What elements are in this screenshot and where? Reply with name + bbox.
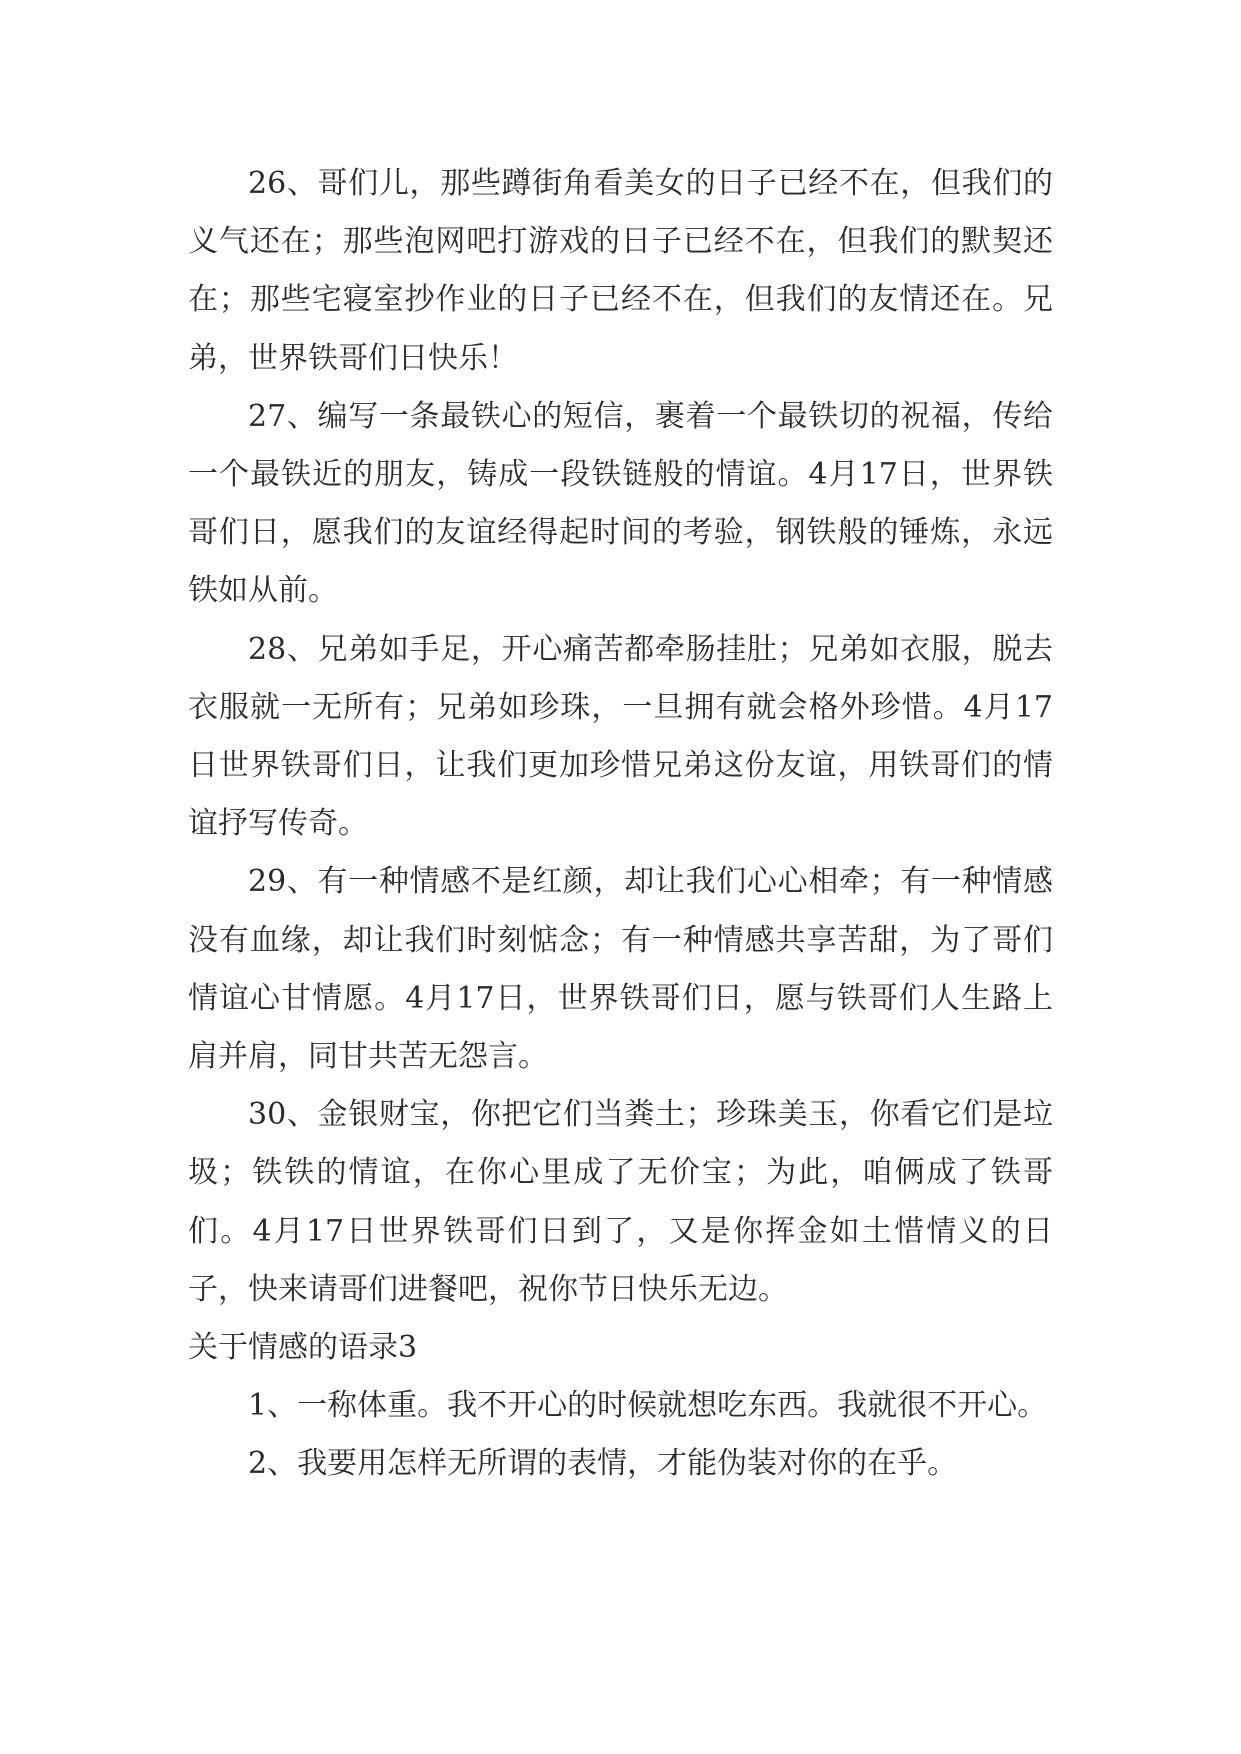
paragraph-27: 27、编写一条最铁心的短信，裹着一个最铁切的祝福，传给一个最铁近的朋友，铸成一段铁链般的情谊。4月17日，世界铁哥们日，愿我们的友谊经得起时间的考验，钢铁般的锤炼，永远铁如从前。 [188,398,1053,609]
document-body [188,155,1053,1494]
paragraph-26: 26、哥们儿，那些蹲街角看美女的日子已经不在，但我们的义气还在；那些泡网吧打游戏的日子已经不在，但我们的默契还在；那些宅寝室抄作业的日子已经不在，但我们的友情还在。兄弟，世界铁哥们日快乐！ [188,166,1053,376]
paragraph-29: 29、有一种情感不是红颜，却让我们心心相牵；有一种情感没有血缘，却让我们时刻惦念；有一种情感共享苦甜，为了哥们情谊心甘情愿。4月17日，世界铁哥们日，愿与铁哥们人生路上肩并肩，同甘共苦无怨言。 [188,864,1053,1075]
paragraph-28: 28、兄弟如手足，开心痛苦都牵肠挂肚；兄弟如衣服，脱去衣服就一无所有；兄弟如珍珠，一旦拥有就会格外珍惜。4月17日世界铁哥们日，让我们更加珍惜兄弟这份友谊，用铁哥们的情谊抒写传奇。 [188,631,1053,842]
paragraph-30: 30、金银财宝，你把它们当粪土；珍珠美玉，你看它们是垃圾；铁铁的情谊，在你心里成了无价宝；为此，咱俩成了铁哥们。4月17日世界铁哥们日到了，又是你挥金如土惜情义的日子，快来请哥们进餐吧，祝你节日快乐无边。 [188,1097,1053,1307]
section-heading: 关于情感的语录3 [188,1330,418,1366]
paragraph-1: 1、一称体重。我不开心的时候就想吃东西。我就很不开心。 [248,1388,1048,1424]
paragraph-2: 2、我要用怎样无所谓的表情，才能伪装对你的在乎。 [248,1446,958,1482]
